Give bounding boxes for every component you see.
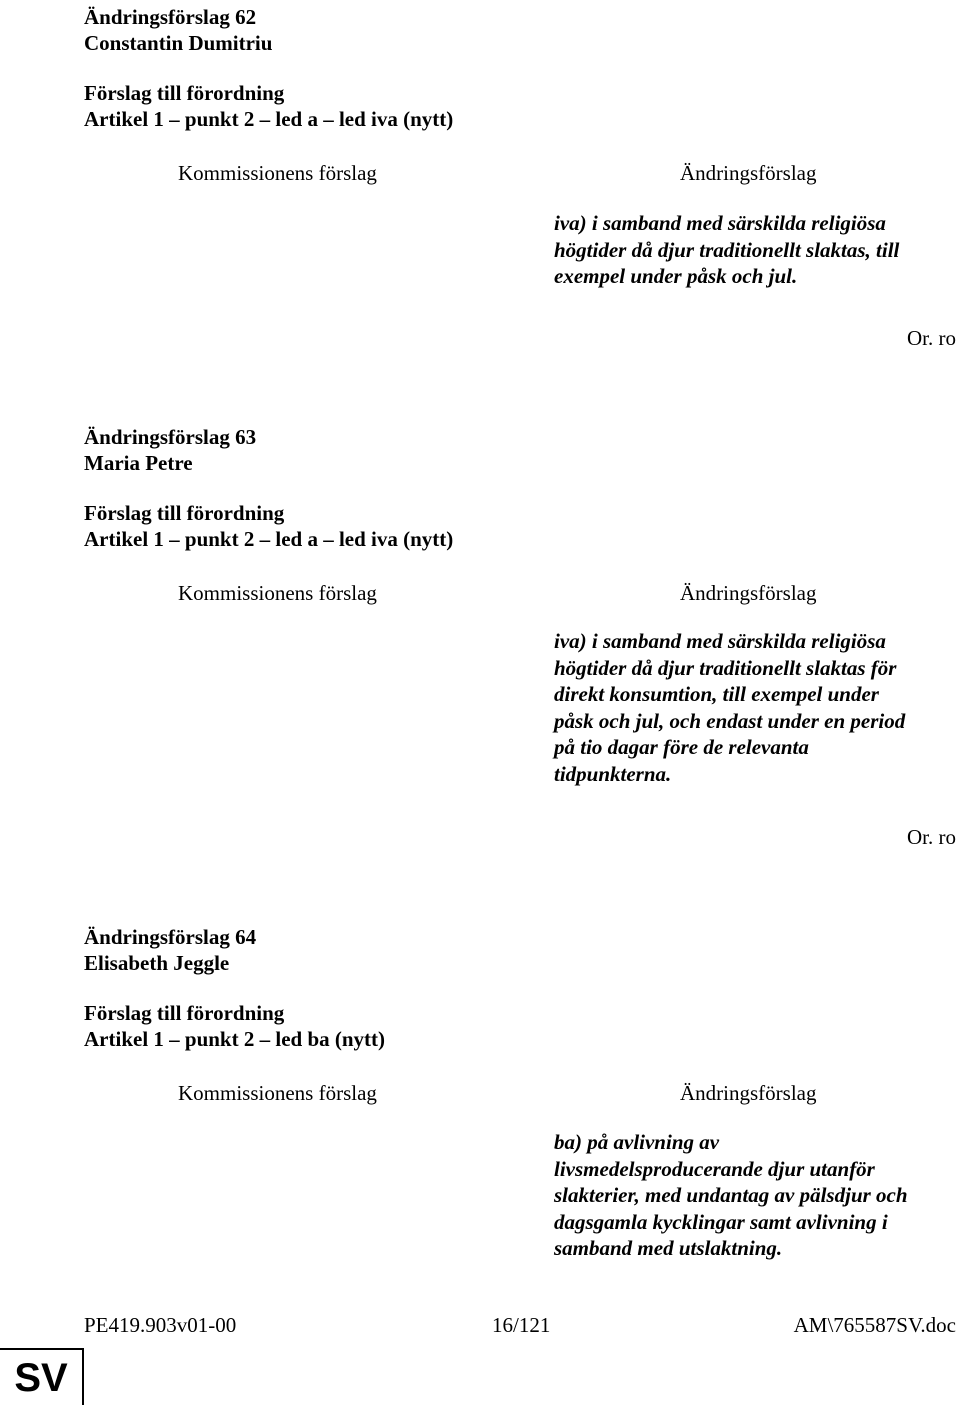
- amendment-author: Maria Petre: [84, 451, 193, 475]
- commission-proposal-label: Kommissionens förslag: [178, 1081, 377, 1105]
- amendment-text-line: iva) i samband med särskilda religiösa: [554, 629, 886, 653]
- amendment-text-line: samband med utslaktning.: [554, 1236, 783, 1261]
- amendment-author: Elisabeth Jeggle: [84, 951, 230, 975]
- article-reference: Artikel 1 – punkt 2 – led a – led iva (nytt): [84, 527, 454, 551]
- amendment-text-line: dagsgamla kycklingar samt avlivning i: [554, 1209, 888, 1234]
- amendment-text: [554, 1129, 954, 1262]
- original-language: Or. ro: [907, 326, 956, 350]
- commission-proposal-label: Kommissionens förslag: [178, 581, 377, 605]
- article-reference: Artikel 1 – punkt 2 – led a – led iva (nytt): [84, 107, 454, 131]
- amendment-number: Ändringsförslag 62: [84, 5, 257, 29]
- original-language: Or. ro: [907, 825, 956, 849]
- amendment-text-line: tidpunkterna.: [554, 761, 672, 786]
- amendment-column-label: Ändringsförslag: [680, 581, 817, 605]
- amendment-text-line: påsk och jul, och endast under en period: [554, 708, 906, 733]
- amendment-text-line: iva) i samband med särskilda religiösa: [554, 211, 886, 235]
- article-reference: Artikel 1 – punkt 2 – led ba (nytt): [84, 1027, 386, 1051]
- amendment-text: [554, 210, 954, 290]
- amendment-text-line: ba) på avlivning av: [554, 1130, 720, 1154]
- language-badge: SV: [0, 1348, 84, 1405]
- commission-proposal-label: Kommissionens förslag: [178, 161, 377, 185]
- amendment-number: Ändringsförslag 64: [84, 925, 257, 949]
- amendment-text-line: livsmedelsproducerande djur utanför: [554, 1156, 875, 1181]
- amendment-text-line: på tio dagar före de relevanta: [554, 735, 809, 760]
- page-footer: [0, 1312, 960, 1338]
- proposal-title: Förslag till förordning: [84, 81, 285, 105]
- proposal-title: Förslag till förordning: [84, 1001, 285, 1025]
- amendment-column-label: Ändringsförslag: [680, 1081, 817, 1105]
- proposal-title: Förslag till förordning: [84, 501, 285, 525]
- amendment-text-line: högtider då djur traditionellt slaktas, till: [554, 237, 900, 262]
- amendment-text-line: exempel under påsk och jul.: [554, 264, 798, 289]
- amendment-column-label: Ändringsförslag: [680, 161, 817, 185]
- page-number: 16/121: [492, 1313, 551, 1337]
- amendment-text-line: slakterier, med undantag av pälsdjur och: [554, 1183, 908, 1208]
- amendment-text-line: direkt konsumtion, till exempel under: [554, 682, 879, 707]
- amendment-text: [554, 628, 954, 788]
- amendment-author: Constantin Dumitriu: [84, 31, 273, 55]
- amendment-number: Ändringsförslag 63: [84, 425, 257, 449]
- document-reference: PE419.903v01-00: [84, 1313, 237, 1337]
- file-name: AM\765587SV.doc: [793, 1313, 956, 1337]
- amendment-text-line: högtider då djur traditionellt slaktas för: [554, 655, 897, 680]
